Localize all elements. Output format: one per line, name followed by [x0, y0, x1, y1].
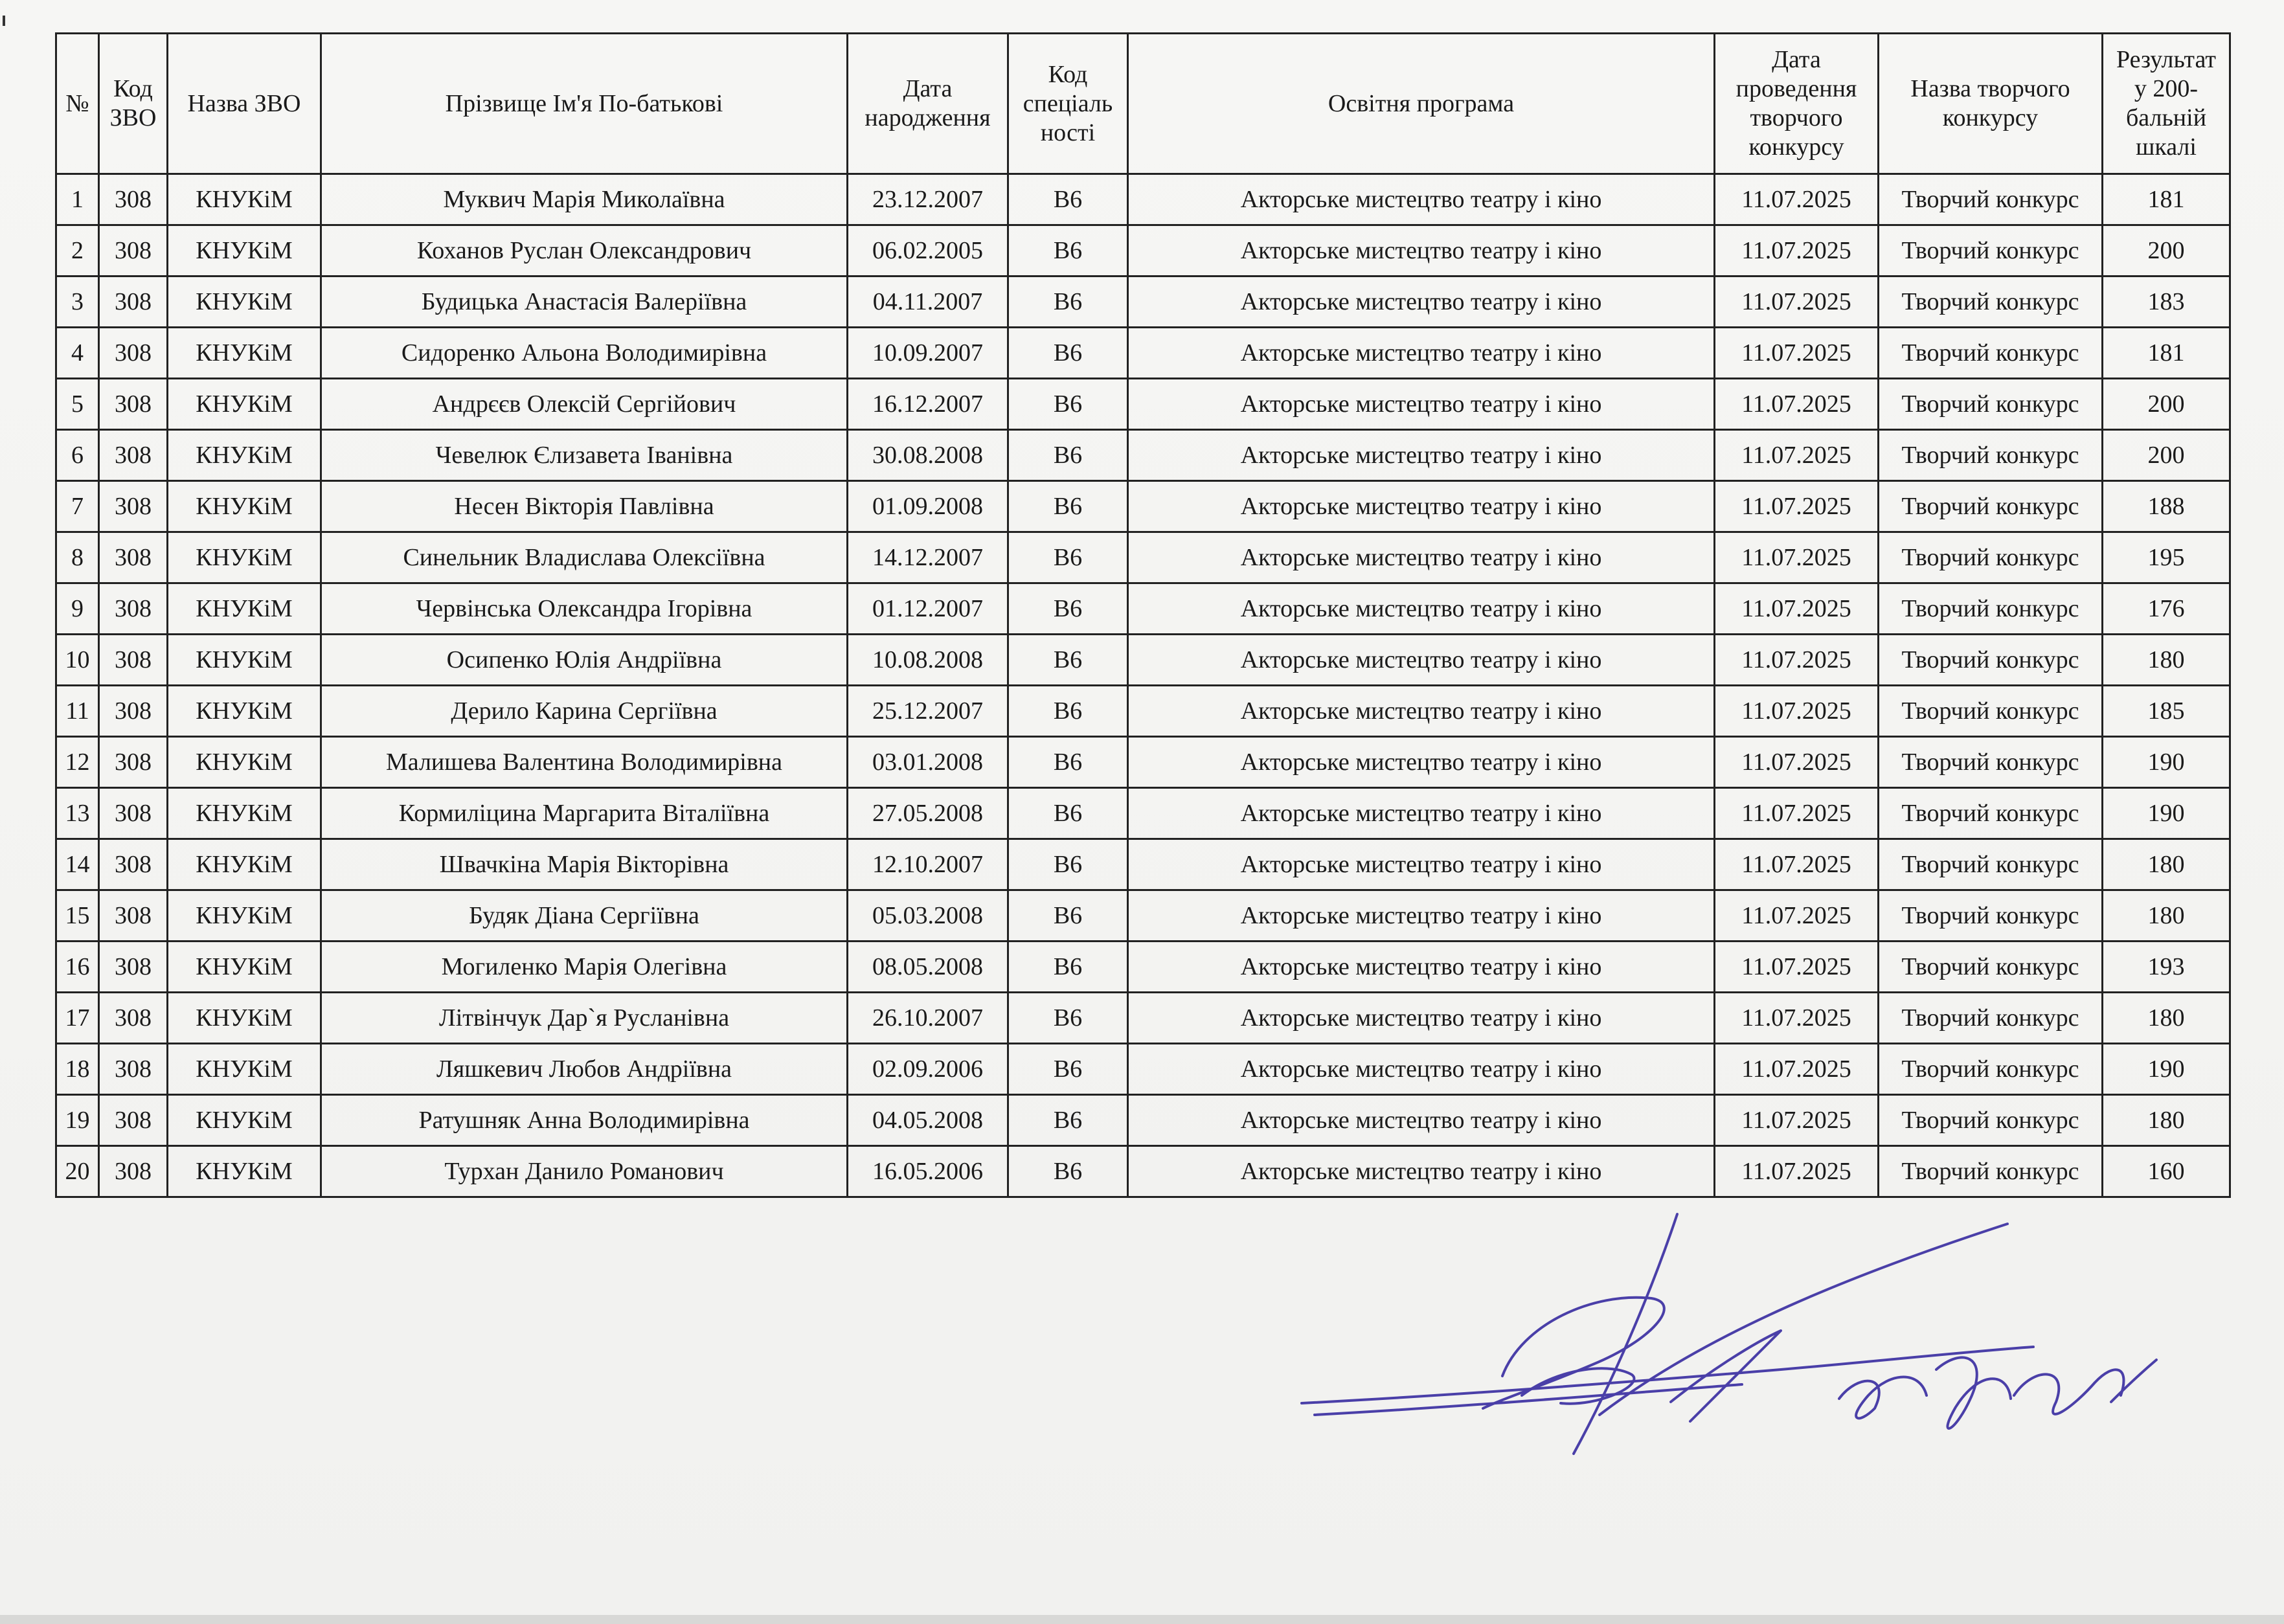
table-row — [56, 328, 2230, 379]
cell-institution-code: 308 — [99, 225, 168, 276]
cell-result: 180 — [2103, 839, 2230, 890]
cell-full-name: Будицька Анастасія Валеріївна — [321, 276, 848, 328]
cell-institution-name: КНУКіМ — [168, 430, 321, 481]
cell-result: 160 — [2103, 1146, 2230, 1197]
cell-contest-name: Творчий конкурс — [1879, 225, 2103, 276]
cell-row-number: 17 — [56, 993, 99, 1044]
cell-row-number: 2 — [56, 225, 99, 276]
header-result: Результат у 200-бальній шкалі — [2103, 34, 2230, 174]
cell-institution-name: КНУКіМ — [168, 737, 321, 788]
table-row — [56, 532, 2230, 583]
cell-full-name: Кормиліцина Маргарита Віталіївна — [321, 788, 848, 839]
cell-specialty-code: В6 — [1008, 942, 1128, 993]
cell-contest-date: 11.07.2025 — [1715, 174, 1879, 225]
cell-row-number: 16 — [56, 942, 99, 993]
cell-contest-name: Творчий конкурс — [1879, 481, 2103, 532]
table-row — [56, 1095, 2230, 1146]
cell-birth-date: 10.08.2008 — [848, 635, 1008, 686]
cell-specialty-code: В6 — [1008, 788, 1128, 839]
cell-result: 200 — [2103, 225, 2230, 276]
cell-full-name: Будяк Діана Сергіївна — [321, 890, 848, 942]
cell-institution-name: КНУКіМ — [168, 532, 321, 583]
page-bottom-edge — [0, 1615, 2284, 1624]
cell-program: Акторське мистецтво театру і кіно — [1128, 276, 1715, 328]
cell-full-name: Могиленко Марія Олегівна — [321, 942, 848, 993]
header-full-name: Прізвище Ім'я По-батькові — [321, 34, 848, 174]
cell-full-name: Червінська Олександра Ігорівна — [321, 583, 848, 635]
header-birth-date: Дата народження — [848, 34, 1008, 174]
cell-institution-code: 308 — [99, 1146, 168, 1197]
table-row — [56, 737, 2230, 788]
cell-program: Акторське мистецтво театру і кіно — [1128, 737, 1715, 788]
cell-institution-code: 308 — [99, 481, 168, 532]
cell-birth-date: 08.05.2008 — [848, 942, 1008, 993]
cell-full-name: Дерило Карина Сергіївна — [321, 686, 848, 737]
table-row — [56, 890, 2230, 942]
cell-contest-date: 11.07.2025 — [1715, 635, 1879, 686]
cell-contest-date: 11.07.2025 — [1715, 788, 1879, 839]
cell-row-number: 10 — [56, 635, 99, 686]
cell-specialty-code: В6 — [1008, 635, 1128, 686]
cell-program: Акторське мистецтво театру і кіно — [1128, 635, 1715, 686]
cell-program: Акторське мистецтво театру і кіно — [1128, 890, 1715, 942]
cell-contest-name: Творчий конкурс — [1879, 737, 2103, 788]
cell-contest-name: Творчий конкурс — [1879, 430, 2103, 481]
cell-result: 183 — [2103, 276, 2230, 328]
cell-full-name: Швачкіна Марія Вікторівна — [321, 839, 848, 890]
cell-row-number: 15 — [56, 890, 99, 942]
cell-institution-code: 308 — [99, 583, 168, 635]
cell-program: Акторське мистецтво театру і кіно — [1128, 379, 1715, 430]
cell-row-number: 14 — [56, 839, 99, 890]
cell-institution-name: КНУКіМ — [168, 481, 321, 532]
header-program: Освітня програма — [1128, 34, 1715, 174]
cell-result: 190 — [2103, 1044, 2230, 1095]
cell-contest-name: Творчий конкурс — [1879, 1044, 2103, 1095]
cell-institution-name: КНУКіМ — [168, 942, 321, 993]
cell-birth-date: 12.10.2007 — [848, 839, 1008, 890]
header-number: № — [56, 34, 99, 174]
cell-contest-date: 11.07.2025 — [1715, 686, 1879, 737]
cell-institution-name: КНУКіМ — [168, 788, 321, 839]
cell-contest-date: 11.07.2025 — [1715, 225, 1879, 276]
cell-institution-code: 308 — [99, 737, 168, 788]
cell-contest-name: Творчий конкурс — [1879, 788, 2103, 839]
cell-contest-date: 11.07.2025 — [1715, 1095, 1879, 1146]
table-row — [56, 481, 2230, 532]
results-table — [55, 32, 2231, 1198]
cell-row-number: 3 — [56, 276, 99, 328]
cell-row-number: 6 — [56, 430, 99, 481]
cell-program: Акторське мистецтво театру і кіно — [1128, 942, 1715, 993]
cell-contest-date: 11.07.2025 — [1715, 1044, 1879, 1095]
table-row — [56, 635, 2230, 686]
cell-full-name: Малишева Валентина Володимирівна — [321, 737, 848, 788]
cell-full-name: Турхан Данило Романович — [321, 1146, 848, 1197]
cell-program: Акторське мистецтво театру і кіно — [1128, 174, 1715, 225]
cell-contest-date: 11.07.2025 — [1715, 481, 1879, 532]
cell-result: 193 — [2103, 942, 2230, 993]
cell-program: Акторське мистецтво театру і кіно — [1128, 430, 1715, 481]
cell-result: 200 — [2103, 430, 2230, 481]
cell-birth-date: 10.09.2007 — [848, 328, 1008, 379]
cell-row-number: 12 — [56, 737, 99, 788]
cell-birth-date: 23.12.2007 — [848, 174, 1008, 225]
cell-institution-name: КНУКіМ — [168, 174, 321, 225]
cell-result: 195 — [2103, 532, 2230, 583]
cell-full-name: Ратушняк Анна Володимирівна — [321, 1095, 848, 1146]
cell-contest-date: 11.07.2025 — [1715, 993, 1879, 1044]
cell-contest-date: 11.07.2025 — [1715, 583, 1879, 635]
cell-contest-date: 11.07.2025 — [1715, 737, 1879, 788]
cell-full-name: Чевелюк Єлизавета Іванівна — [321, 430, 848, 481]
cell-row-number: 1 — [56, 174, 99, 225]
cell-contest-name: Творчий конкурс — [1879, 174, 2103, 225]
cell-institution-name: КНУКіМ — [168, 839, 321, 890]
cell-specialty-code: В6 — [1008, 737, 1128, 788]
cell-contest-date: 11.07.2025 — [1715, 430, 1879, 481]
cell-institution-name: КНУКіМ — [168, 1146, 321, 1197]
cell-birth-date: 01.12.2007 — [848, 583, 1008, 635]
cell-institution-code: 308 — [99, 942, 168, 993]
table-header — [56, 34, 2230, 174]
cell-contest-date: 11.07.2025 — [1715, 942, 1879, 993]
cell-result: 200 — [2103, 379, 2230, 430]
cell-birth-date: 16.12.2007 — [848, 379, 1008, 430]
cell-contest-name: Творчий конкурс — [1879, 276, 2103, 328]
cell-program: Акторське мистецтво театру і кіно — [1128, 583, 1715, 635]
cell-contest-name: Творчий конкурс — [1879, 532, 2103, 583]
cell-result: 180 — [2103, 635, 2230, 686]
cell-full-name: Муквич Марія Миколаївна — [321, 174, 848, 225]
cell-institution-name: КНУКіМ — [168, 583, 321, 635]
cell-row-number: 5 — [56, 379, 99, 430]
cell-birth-date: 06.02.2005 — [848, 225, 1008, 276]
table-row — [56, 1146, 2230, 1197]
cell-institution-code: 308 — [99, 379, 168, 430]
table-row — [56, 1044, 2230, 1095]
cell-specialty-code: В6 — [1008, 174, 1128, 225]
cell-institution-code: 308 — [99, 1044, 168, 1095]
header-specialty-code: Код спеціаль ності — [1008, 34, 1128, 174]
cell-result: 181 — [2103, 328, 2230, 379]
cell-specialty-code: В6 — [1008, 328, 1128, 379]
cell-program: Акторське мистецтво театру і кіно — [1128, 686, 1715, 737]
cell-institution-code: 308 — [99, 328, 168, 379]
header-row — [56, 34, 2230, 174]
cell-result: 180 — [2103, 890, 2230, 942]
cell-institution-name: КНУКіМ — [168, 686, 321, 737]
header-contest-name: Назва творчого конкурсу — [1879, 34, 2103, 174]
cell-result: 185 — [2103, 686, 2230, 737]
cell-result: 181 — [2103, 174, 2230, 225]
header-institution-code: Код ЗВО — [99, 34, 168, 174]
cell-specialty-code: В6 — [1008, 686, 1128, 737]
cell-institution-name: КНУКіМ — [168, 276, 321, 328]
cell-full-name: Несен Вікторія Павлівна — [321, 481, 848, 532]
cell-row-number: 20 — [56, 1146, 99, 1197]
cell-specialty-code: В6 — [1008, 890, 1128, 942]
cell-institution-code: 308 — [99, 635, 168, 686]
cell-institution-code: 308 — [99, 532, 168, 583]
cell-institution-code: 308 — [99, 1095, 168, 1146]
cell-row-number: 4 — [56, 328, 99, 379]
cell-full-name: Синельник Владислава Олексіївна — [321, 532, 848, 583]
cell-institution-name: КНУКіМ — [168, 225, 321, 276]
cell-specialty-code: В6 — [1008, 583, 1128, 635]
cell-birth-date: 01.09.2008 — [848, 481, 1008, 532]
cell-contest-name: Творчий конкурс — [1879, 1146, 2103, 1197]
cell-institution-code: 308 — [99, 276, 168, 328]
cell-institution-code: 308 — [99, 788, 168, 839]
cell-specialty-code: В6 — [1008, 1095, 1128, 1146]
cell-institution-code: 308 — [99, 686, 168, 737]
cell-specialty-code: В6 — [1008, 481, 1128, 532]
cell-specialty-code: В6 — [1008, 532, 1128, 583]
cell-institution-name: КНУКіМ — [168, 379, 321, 430]
cell-row-number: 19 — [56, 1095, 99, 1146]
header-contest-date: Дата проведення творчого конкурсу — [1715, 34, 1879, 174]
cell-program: Акторське мистецтво театру і кіно — [1128, 328, 1715, 379]
cell-result: 176 — [2103, 583, 2230, 635]
cell-row-number: 8 — [56, 532, 99, 583]
table-body — [56, 174, 2230, 1197]
cell-full-name: Ляшкевич Любов Андріївна — [321, 1044, 848, 1095]
cell-specialty-code: В6 — [1008, 276, 1128, 328]
cell-specialty-code: В6 — [1008, 1146, 1128, 1197]
cell-row-number: 9 — [56, 583, 99, 635]
cell-specialty-code: В6 — [1008, 993, 1128, 1044]
cell-result: 180 — [2103, 993, 2230, 1044]
scan-mark — [3, 16, 5, 26]
cell-contest-name: Творчий конкурс — [1879, 993, 2103, 1044]
cell-contest-name: Творчий конкурс — [1879, 379, 2103, 430]
cell-contest-name: Творчий конкурс — [1879, 635, 2103, 686]
cell-program: Акторське мистецтво театру і кіно — [1128, 1095, 1715, 1146]
cell-birth-date: 30.08.2008 — [848, 430, 1008, 481]
cell-program: Акторське мистецтво театру і кіно — [1128, 481, 1715, 532]
table-row — [56, 174, 2230, 225]
cell-institution-name: КНУКіМ — [168, 1095, 321, 1146]
cell-contest-name: Творчий конкурс — [1879, 839, 2103, 890]
cell-birth-date: 02.09.2006 — [848, 1044, 1008, 1095]
cell-contest-name: Творчий конкурс — [1879, 942, 2103, 993]
cell-birth-date: 26.10.2007 — [848, 993, 1008, 1044]
table-row — [56, 993, 2230, 1044]
cell-result: 190 — [2103, 788, 2230, 839]
cell-birth-date: 04.05.2008 — [848, 1095, 1008, 1146]
cell-institution-code: 308 — [99, 174, 168, 225]
cell-institution-name: КНУКіМ — [168, 890, 321, 942]
table-row — [56, 430, 2230, 481]
cell-birth-date: 27.05.2008 — [848, 788, 1008, 839]
cell-institution-code: 308 — [99, 430, 168, 481]
cell-institution-code: 308 — [99, 993, 168, 1044]
cell-birth-date: 03.01.2008 — [848, 737, 1008, 788]
table-row — [56, 276, 2230, 328]
cell-row-number: 11 — [56, 686, 99, 737]
cell-full-name: Літвінчук Дар`я Русланівна — [321, 993, 848, 1044]
cell-specialty-code: В6 — [1008, 1044, 1128, 1095]
cell-contest-date: 11.07.2025 — [1715, 379, 1879, 430]
cell-contest-name: Творчий конкурс — [1879, 583, 2103, 635]
cell-full-name: Андрєєв Олексій Сергійович — [321, 379, 848, 430]
cell-institution-name: КНУКіМ — [168, 1044, 321, 1095]
cell-contest-name: Творчий конкурс — [1879, 890, 2103, 942]
cell-contest-name: Творчий конкурс — [1879, 686, 2103, 737]
cell-contest-date: 11.07.2025 — [1715, 532, 1879, 583]
table-row — [56, 788, 2230, 839]
cell-row-number: 7 — [56, 481, 99, 532]
cell-program: Акторське мистецтво театру і кіно — [1128, 839, 1715, 890]
table-row — [56, 942, 2230, 993]
cell-result: 180 — [2103, 1095, 2230, 1146]
cell-institution-code: 308 — [99, 890, 168, 942]
cell-contest-date: 11.07.2025 — [1715, 1146, 1879, 1197]
cell-specialty-code: В6 — [1008, 430, 1128, 481]
handwritten-signature — [1289, 1201, 2182, 1493]
cell-full-name: Коханов Руслан Олександрович — [321, 225, 848, 276]
table-row — [56, 839, 2230, 890]
cell-row-number: 18 — [56, 1044, 99, 1095]
cell-specialty-code: В6 — [1008, 225, 1128, 276]
cell-contest-date: 11.07.2025 — [1715, 839, 1879, 890]
cell-program: Акторське мистецтво театру і кіно — [1128, 1044, 1715, 1095]
cell-result: 190 — [2103, 737, 2230, 788]
cell-full-name: Осипенко Юлія Андріївна — [321, 635, 848, 686]
table-row — [56, 583, 2230, 635]
cell-program: Акторське мистецтво театру і кіно — [1128, 532, 1715, 583]
cell-program: Акторське мистецтво театру і кіно — [1128, 1146, 1715, 1197]
cell-specialty-code: В6 — [1008, 839, 1128, 890]
cell-birth-date: 05.03.2008 — [848, 890, 1008, 942]
cell-institution-name: КНУКіМ — [168, 635, 321, 686]
table-row — [56, 225, 2230, 276]
cell-row-number: 13 — [56, 788, 99, 839]
table-row — [56, 379, 2230, 430]
cell-birth-date: 14.12.2007 — [848, 532, 1008, 583]
cell-contest-name: Творчий конкурс — [1879, 328, 2103, 379]
cell-result: 188 — [2103, 481, 2230, 532]
cell-institution-code: 308 — [99, 839, 168, 890]
cell-contest-date: 11.07.2025 — [1715, 276, 1879, 328]
cell-institution-name: КНУКіМ — [168, 993, 321, 1044]
header-institution-name: Назва ЗВО — [168, 34, 321, 174]
table-row — [56, 686, 2230, 737]
cell-birth-date: 04.11.2007 — [848, 276, 1008, 328]
cell-program: Акторське мистецтво театру і кіно — [1128, 225, 1715, 276]
cell-specialty-code: В6 — [1008, 379, 1128, 430]
cell-contest-date: 11.07.2025 — [1715, 890, 1879, 942]
cell-contest-name: Творчий конкурс — [1879, 1095, 2103, 1146]
cell-institution-name: КНУКіМ — [168, 328, 321, 379]
cell-birth-date: 25.12.2007 — [848, 686, 1008, 737]
cell-program: Акторське мистецтво театру і кіно — [1128, 788, 1715, 839]
cell-full-name: Сидоренко Альона Володимирівна — [321, 328, 848, 379]
cell-birth-date: 16.05.2006 — [848, 1146, 1008, 1197]
cell-contest-date: 11.07.2025 — [1715, 328, 1879, 379]
cell-program: Акторське мистецтво театру і кіно — [1128, 993, 1715, 1044]
